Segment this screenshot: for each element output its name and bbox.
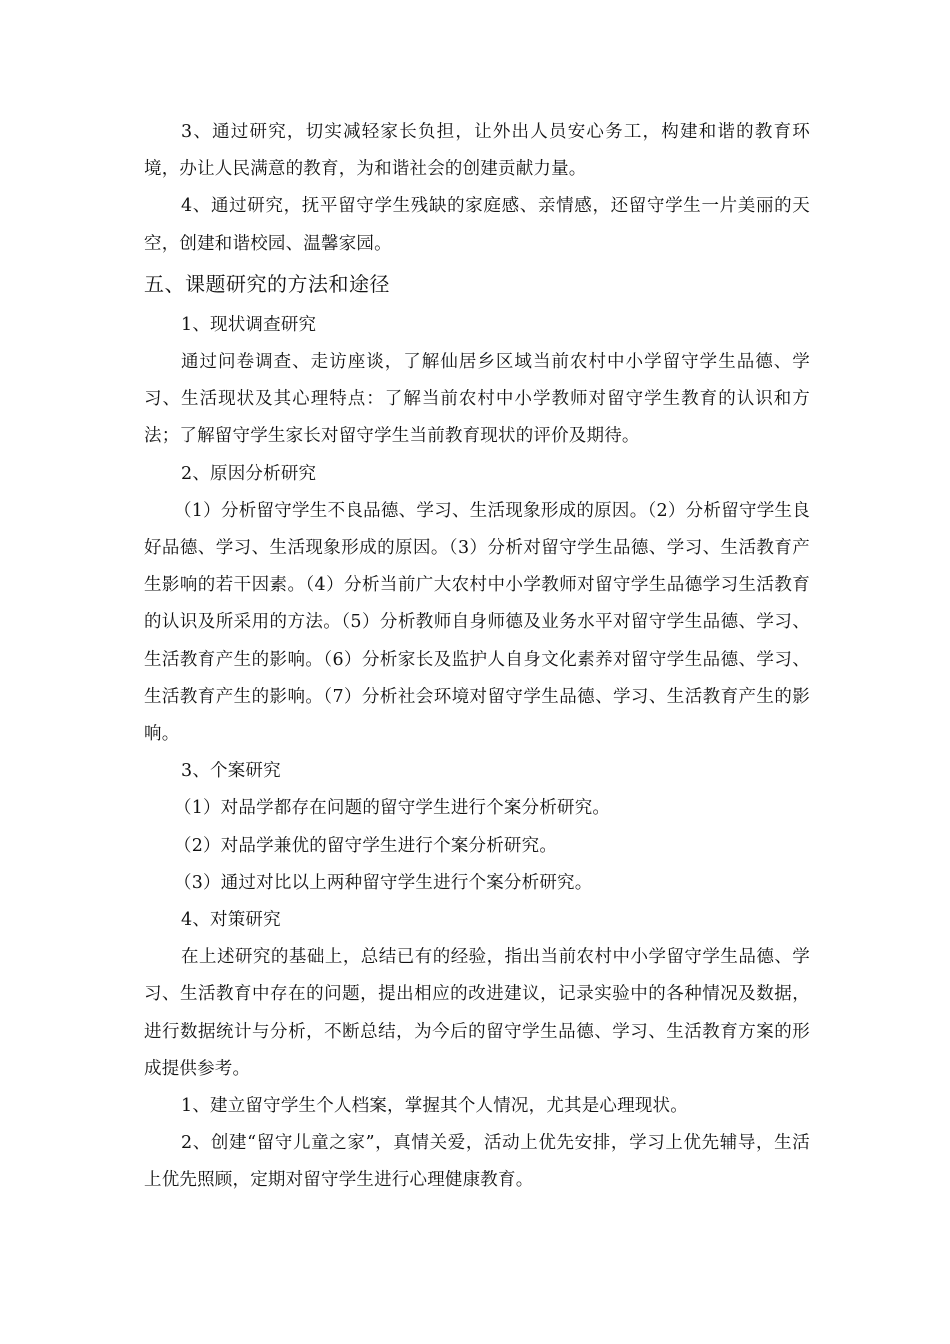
case-study-item: （1）对品学都存在问题的留守学生进行个案分析研究。 (174, 798, 611, 819)
subsection-body-1: 通过问卷调查、走访座谈，了解仙居乡区域当前农村中小学留守学生品德、学习、生活现状及其心理特点：了解当前农村中小学教师对留守学生教育的认识和方法；了解留守学生家长对留守学生当前教育现状的评价及期待。 (144, 352, 810, 447)
subsection-body-2: （1）分析留守学生不良品德、学习、生活现象形成的原因。（2）分析留守学生良好品德、学习、生活现象形成的原因。（3）分析对留守学生品德、学习、生活教育产生影响的若干因素。（4）分析当前广大农村中小学教师对留守学生品德学习生活教育的认识及所采用的方法。（5）分析教师自身师德及业务水平对留守学生品德、学习、生活教育产生的影响。（6）分析家长及监护人自身文化素养对留守学生品德、学习、生活教育产生的影响。（7）分析社会环境对留守学生品德、学习、生活教育产生的影响。 (144, 500, 810, 745)
measure-item-1: 1、建立留守学生个人档案，掌握其个人情况，尤其是心理现状。 (181, 1096, 688, 1117)
subsection-title-4: 4、对策研究 (181, 910, 281, 931)
paragraph-goal-4: 4、通过研究，抚平留守学生残缺的家庭感、亲情感，还留守学生一片美丽的天空，创建和谐校园、温馨家园。 (144, 196, 810, 254)
case-study-item: （3）通过对比以上两种留守学生进行个案分析研究。 (174, 872, 593, 893)
subsection-title-2: 2、原因分析研究 (181, 463, 317, 484)
case-study-item: （2）对品学兼优的留守学生进行个案分析研究。 (174, 835, 558, 856)
subsection-title-3: 3、个案研究 (181, 761, 281, 782)
paragraph-goal-3: 3、通过研究，切实减轻家长负担，让外出人员安心务工，构建和谐的教育环境，办让人民满意的教育，为和谐社会的创建贡献力量。 (144, 122, 810, 180)
section-heading: 五、课题研究的方法和途径 (144, 271, 390, 296)
subsection-title-1: 1、现状调查研究 (181, 314, 317, 335)
measure-item-2: 2、创建“留守儿童之家”，真情关爱，活动上优先安排，学习上优先辅导，生活上优先照顾，定期对留守学生进行心理健康教育。 (144, 1133, 810, 1191)
subsection-body-4: 在上述研究的基础上，总结已有的经验，指出当前农村中小学留守学生品德、学习、生活教育中存在的问题，提出相应的改进建议，记录实验中的各种情况及数据，进行数据统计与分析，不断总结，为今后的留守学生品德、学习、生活教育方案的形成提供参考。 (144, 947, 810, 1079)
document-body (144, 114, 810, 1200)
